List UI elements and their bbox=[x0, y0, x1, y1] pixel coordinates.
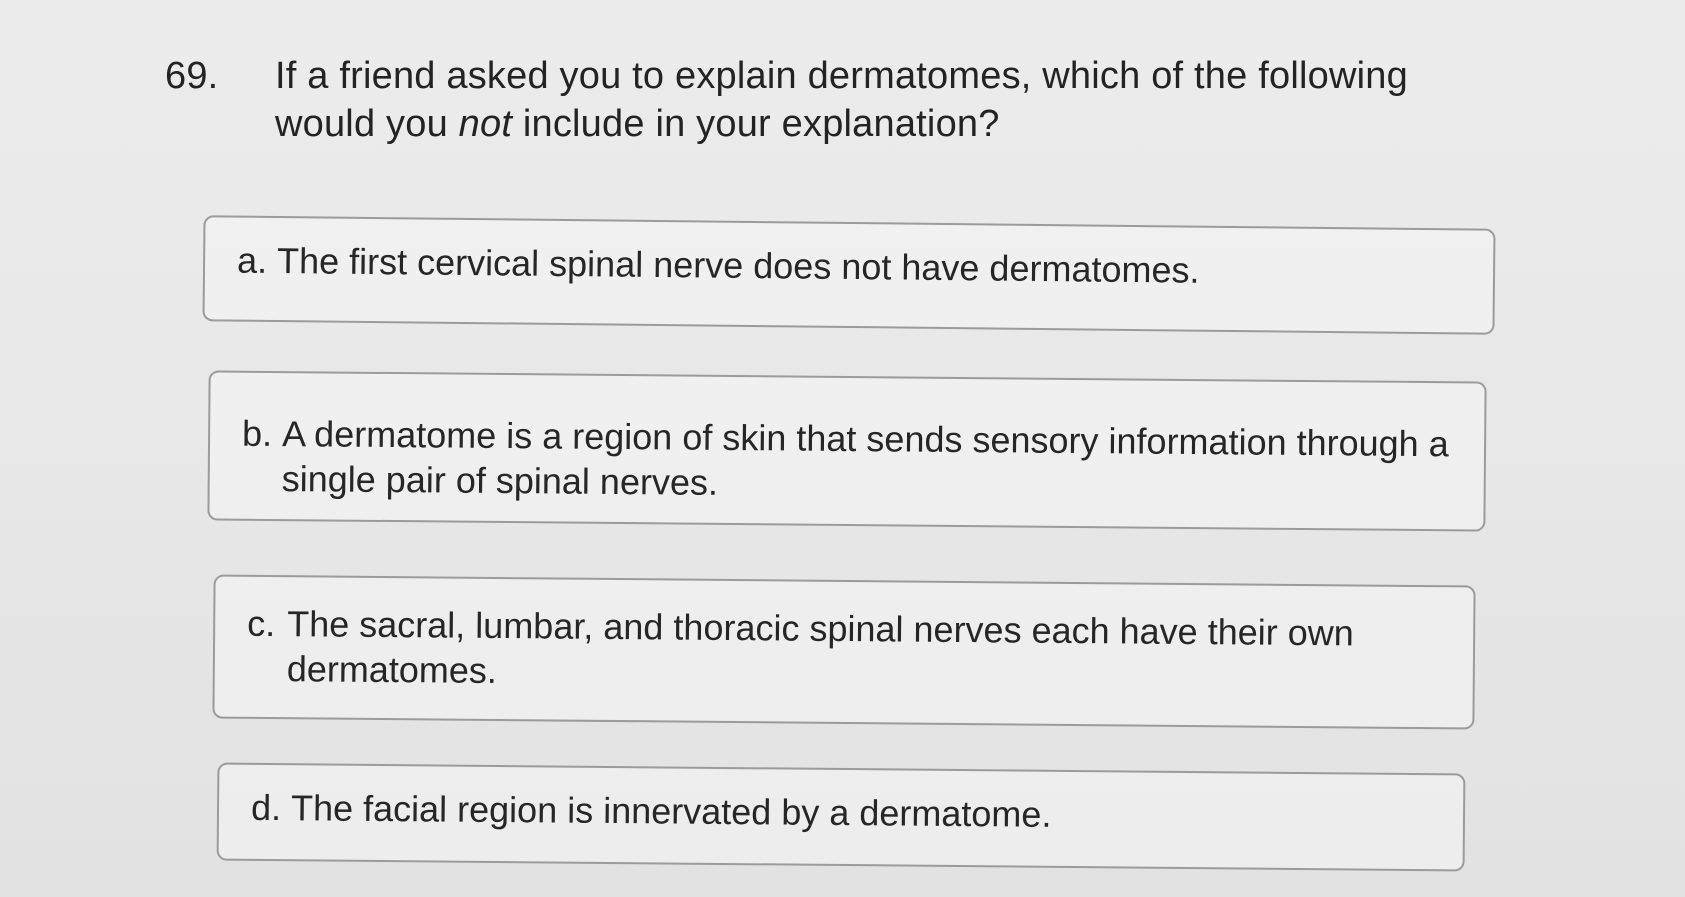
choice-text: The facial region is innervated by a dermatome. bbox=[290, 787, 1052, 835]
answer-choice-d[interactable] bbox=[217, 763, 1466, 872]
choice-text: The first cervical spinal nerve does not have dermatomes. bbox=[276, 240, 1200, 291]
choice-letter: c. bbox=[247, 602, 276, 645]
choice-text: The sacral, lumbar, and thoracic spinal nerves each have their own dermatomes. bbox=[286, 603, 1354, 691]
emphasis-not: not bbox=[458, 103, 513, 145]
answer-choice-b[interactable] bbox=[207, 370, 1486, 531]
answer-choice-c[interactable] bbox=[212, 574, 1475, 729]
answer-choice-a[interactable] bbox=[202, 215, 1495, 335]
choice-letter: b. bbox=[241, 412, 273, 454]
question-text: If a friend asked you to explain dermatomes, which of the following would you not include in your explanation? bbox=[275, 55, 1408, 145]
choice-text: A dermatome is a region of skin that sends sensory information through a single pair of spinal nerves. bbox=[281, 413, 1449, 503]
choice-letter: a. bbox=[236, 239, 268, 281]
choice-letter: d. bbox=[250, 786, 282, 829]
question-number: 69. bbox=[165, 55, 219, 97]
